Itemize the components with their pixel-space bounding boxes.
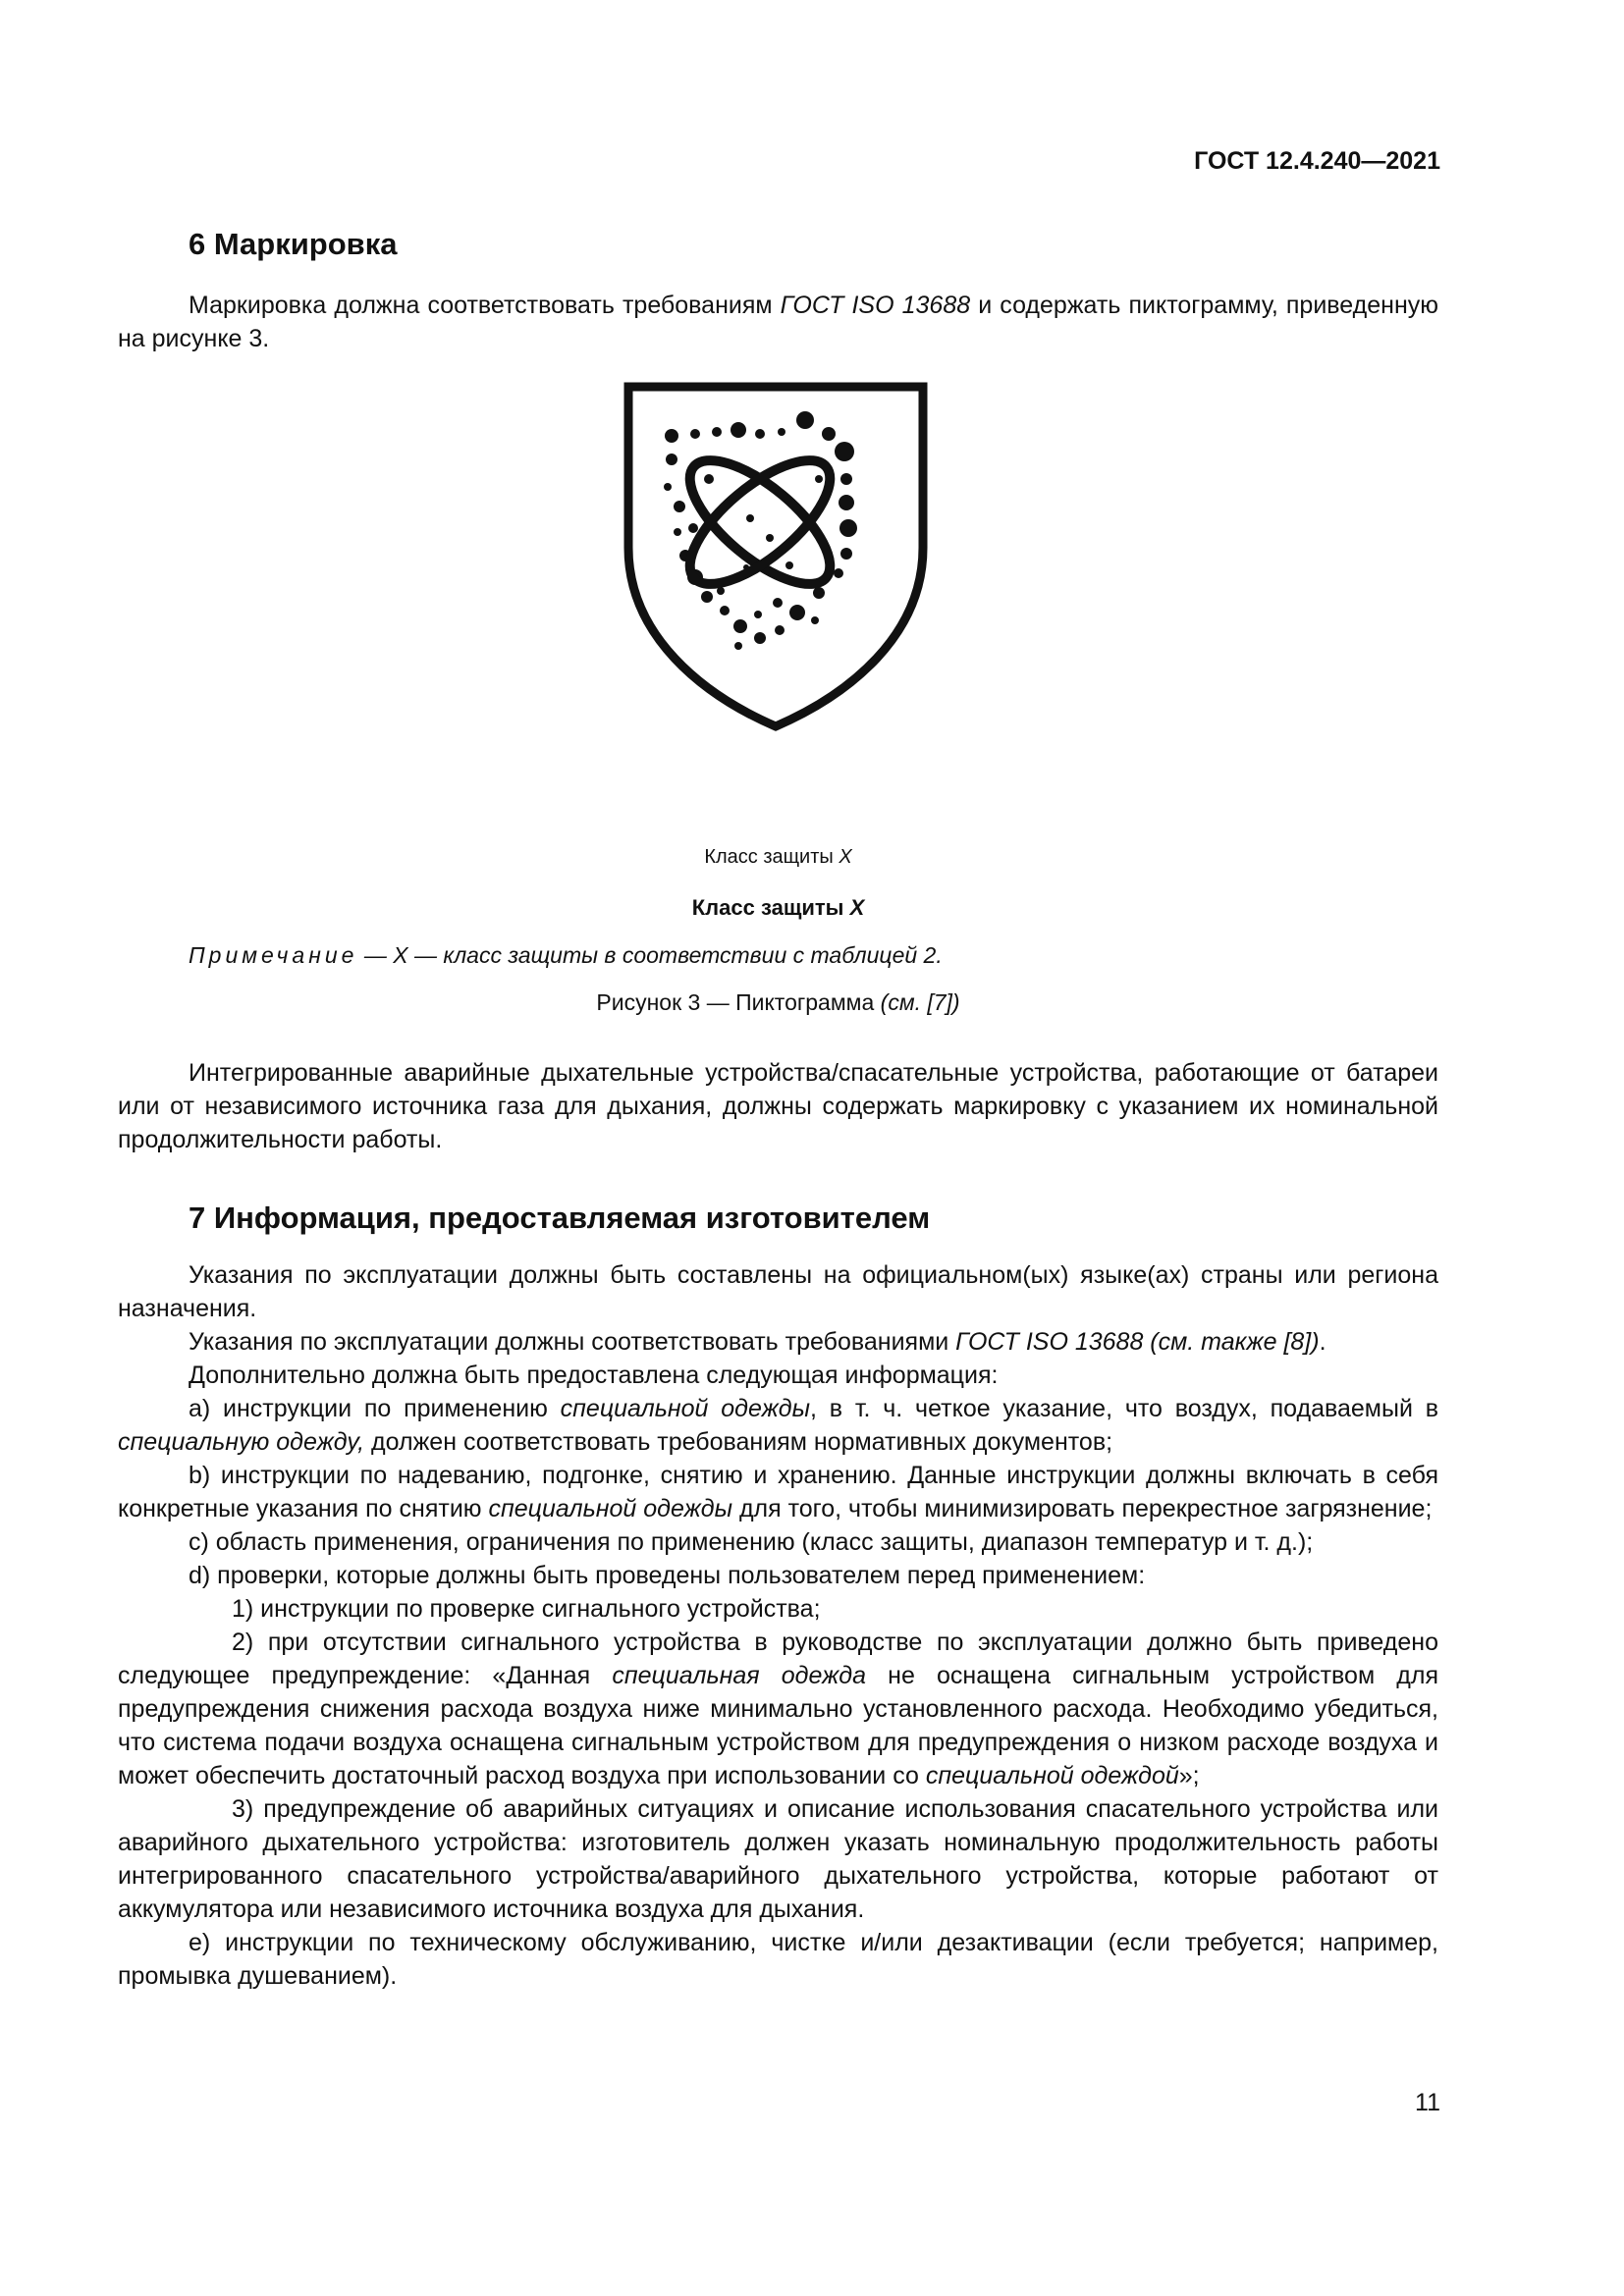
section-7-paragraph-3: Дополнительно должна быть предоставлена следующая информация: xyxy=(189,1362,999,1389)
page-content xyxy=(118,222,1438,1993)
list-item-a: a) инструкции по применению специальной одежды, в т. ч. четкое указание, что воздух, подаваемый в специальную одежду, должен соответствовать требованиям нормативных документов; xyxy=(118,1395,1438,1456)
list-item-d1: 1) инструкции по проверке сигнального устройства; xyxy=(232,1595,821,1623)
section-6-paragraph-1: Маркировка должна соответствовать требованиям ГОСТ ISO 13688 и содержать пиктограмму, приведенную на рисунке 3. xyxy=(118,292,1438,352)
section-6-heading: 6 Маркировка xyxy=(189,227,398,261)
standard-reference: ГОСТ ISO 13688 xyxy=(780,292,971,319)
document-code: ГОСТ 12.4.240—2021 xyxy=(1194,147,1440,175)
page-number: 11 xyxy=(1415,2089,1440,2116)
list-item-d3: 3) предупреждение об аварийных ситуациях и описание использования спасательного устройства или аварийного дыхательного устройства: изготовитель должен указать номинальную продолжительность работы интегрированного спасательного устройства/аварийного дыхательного устройства, которые работают от аккумулятора или независимого источника воздуха для дыхания. xyxy=(118,1795,1438,1923)
section-7-paragraph-1: Указания по эксплуатации должны быть составлены на официальном(ых) языке(ах) страны или региона назначения. xyxy=(118,1261,1438,1322)
section-7-heading: 7 Информация, предоставляемая изготовителем xyxy=(189,1201,931,1235)
figure-3 xyxy=(118,381,1438,842)
protection-class-pictogram xyxy=(623,381,929,734)
list-item-b: b) инструкции по надеванию, подгонке, снятию и хранению. Данные инструкции должны включать в себя конкретные указания по снятию специальной одежды для того, чтобы минимизировать перекрестное загрязнение; xyxy=(118,1462,1438,1522)
list-item-d2: 2) при отсутствии сигнального устройства в руководстве по эксплуатации должно быть приведено следующее предупреждение: «Данная специальная одежда не оснащена сигнальным устройством для предупреждения снижения расхода воздуха ниже минимально установленного расхода. Необходимо убедиться, что система подачи воздуха оснащена сигнальным устройством для предупреждения о низком расходе воздуха и может обеспечить достаточный расход воздуха при использовании со специальной одеждой»; xyxy=(118,1629,1438,1789)
atom-symbol-icon xyxy=(671,440,848,605)
figure-note: Примечание — X — класс защиты в соответствии с таблицей 2. xyxy=(189,942,943,968)
list-item-c: c) область применения, ограничения по применению (класс защиты, диапазон температур и т. д.); xyxy=(189,1528,1314,1556)
section-7-paragraph-2: Указания по эксплуатации должны соответствовать требованиями ГОСТ ISO 13688 (см. также [8]). xyxy=(189,1328,1326,1356)
pictogram-title: Класс защиты X xyxy=(691,895,865,920)
particle-dots-icon xyxy=(664,411,857,650)
section-6-paragraph-2: Интегрированные аварийные дыхательные устройства/спасательные устройства, работающие от батареи или от независимого источника газа для дыхания, должны содержать маркировку с указанием их номинальной продолжительности работы. xyxy=(118,1059,1438,1153)
figure-caption: Рисунок 3 — Пиктограмма (см. [7]) xyxy=(596,989,960,1015)
list-item-d: d) проверки, которые должны быть проведены пользователем перед применением: xyxy=(189,1562,1146,1589)
list-item-e: e) инструкции по техническому обслуживанию, чистке и/или дезактивации (если требуется; например, промывка душеванием). xyxy=(118,1929,1438,1990)
pictogram-label: Класс защиты X xyxy=(704,846,852,868)
